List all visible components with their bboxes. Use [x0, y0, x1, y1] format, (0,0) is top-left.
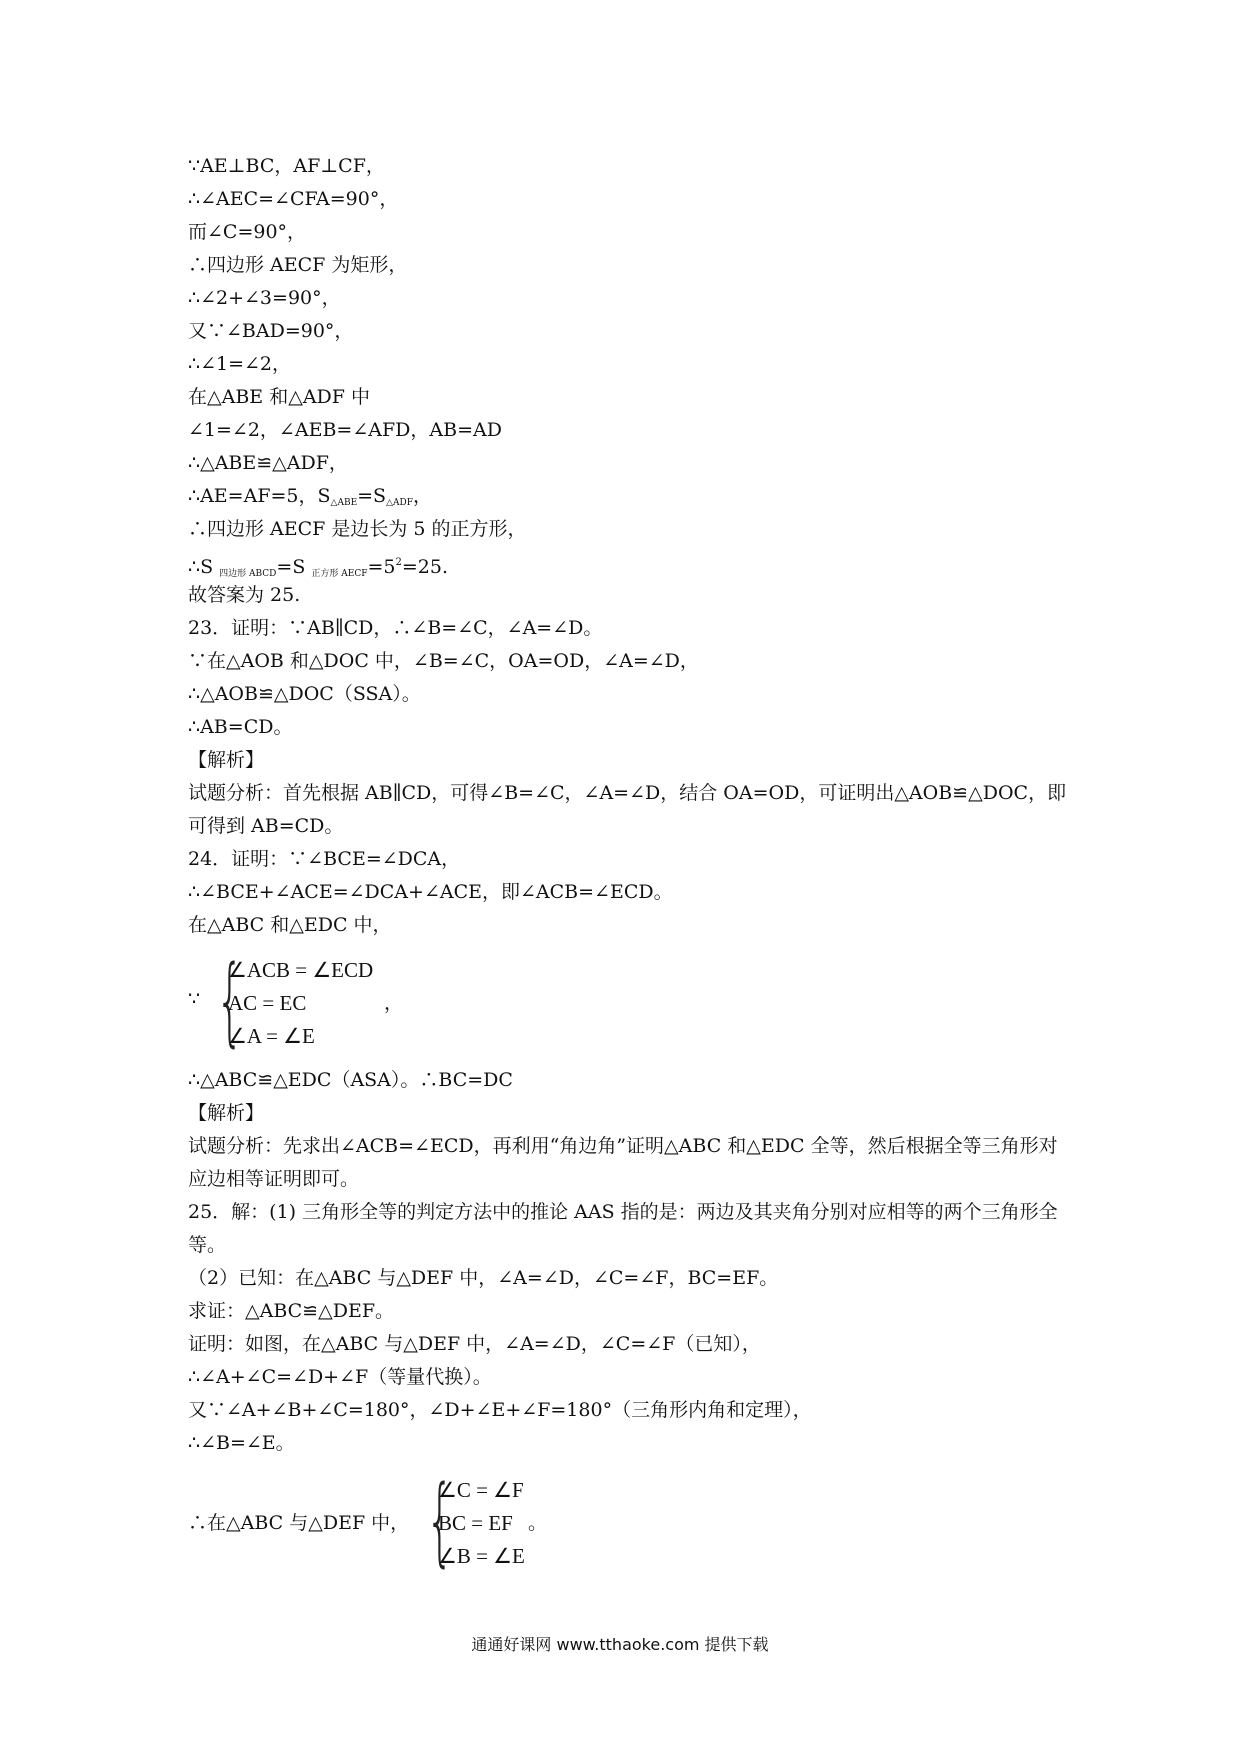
- equation-system: [188, 945, 1068, 1057]
- analysis-paragraph: 试题分析：首先根据 AB∥CD，可得∠B=∠C，∠A=∠D，结合 OA=OD，可证明出△AOB≌△DOC，即可得到 AB=CD。: [188, 782, 1067, 837]
- problem-25-intro: 25．解：(1) 三角形全等的判定方法中的推论 AAS 指的是：两边及其夹角分别对应相等的两个三角形全等。: [188, 1201, 1058, 1256]
- equation-system: [188, 1465, 1068, 1577]
- document-body: [188, 150, 1068, 1576]
- text-line: 求证：△ABC≌△DEF。: [188, 1300, 395, 1322]
- text-line: ∴四边形 AECF 是边长为 5 的正方形，: [188, 518, 527, 540]
- text-line: ∴△ABC≌△EDC（ASA）。∴BC=DC: [188, 1069, 513, 1091]
- equation-rows: [228, 954, 373, 1053]
- area-suffix: ，: [412, 485, 432, 507]
- text-line: ∴∠B=∠E。: [188, 1432, 295, 1454]
- result-subscript-abcd: 四边形 ABCD: [219, 569, 277, 579]
- text-line: ∴∠BCE+∠ACE=∠DCA+∠ACE，即∠ACB=∠ECD。: [188, 881, 673, 903]
- text-line: 在△ABC 和△EDC 中，: [188, 914, 392, 936]
- result-prefix: ∴S: [188, 556, 220, 578]
- result-suffix: =25.: [401, 556, 448, 578]
- equation-lead: ∴在△ABC 与△DEF 中，: [188, 1512, 410, 1534]
- equation-row: BC = EF: [438, 1511, 513, 1535]
- result-eq: =5: [367, 556, 396, 578]
- equation-row: ∠C = ∠F: [438, 1478, 524, 1502]
- text-line: ∴四边形 AECF 为矩形，: [188, 254, 408, 276]
- result-subscript-aecf: 正方形 AECF: [311, 569, 368, 579]
- analysis-paragraph: 试题分析：先求出∠ACB=∠ECD，再利用“角边角”证明△ABC 和△EDC 全等，然后根据全等三角形对应边相等证明即可。: [188, 1135, 1058, 1190]
- equation-row: ∠A = ∠E: [228, 1024, 315, 1048]
- text-line: ∴△ABE≌△ADF，: [188, 452, 348, 474]
- equation-row: ∠ACB = ∠ECD: [228, 958, 374, 982]
- result-superscript: 2: [395, 557, 402, 568]
- text-line: 24．证明：∵∠BCE=∠DCA，: [188, 848, 461, 870]
- text-line: （2）已知：在△ABC 与△DEF 中，∠A=∠D，∠C=∠F，BC=EF。: [188, 1267, 779, 1289]
- text-line: 23．证明：∵AB∥CD，∴∠B=∠C，∠A=∠D。: [188, 617, 603, 639]
- equation-row: AC = EC: [228, 991, 307, 1015]
- text-line: ∴∠1=∠2，: [188, 353, 292, 375]
- left-brace-icon: {: [426, 1465, 454, 1577]
- text-line: ∵AE⊥BC，AF⊥CF，: [188, 155, 385, 177]
- result-mid: =S: [276, 556, 312, 578]
- text-line: ∴∠AEC=∠CFA=90°，: [188, 188, 399, 210]
- text-line: 又∵∠A+∠B+∠C=180°，∠D+∠E+∠F=180°（三角形内角和定理），: [188, 1399, 812, 1421]
- equation-tail: ，: [384, 992, 404, 1014]
- text-line: 又∵∠BAD=90°，: [188, 320, 354, 342]
- text-line: ∴∠2+∠3=90°，: [188, 287, 341, 309]
- area-mid: =S: [357, 485, 387, 507]
- text-line: ∠1=∠2，∠AEB=∠AFD，AB=AD: [188, 419, 502, 441]
- text-line: ∴AB=CD。: [188, 716, 293, 738]
- equation-rows: [438, 1474, 525, 1573]
- page-footer: 通通好课网 www.tthaoke.com 提供下载: [471, 1635, 769, 1654]
- text-line: 而∠C=90°，: [188, 221, 307, 243]
- left-brace-icon: {: [216, 945, 244, 1057]
- equation-tail: 。: [528, 1512, 548, 1534]
- area-subscript-abe: △ABE: [330, 498, 358, 508]
- area-result-line: [188, 546, 1068, 579]
- area-subscript-adf: △ADF: [386, 498, 413, 508]
- text-line: 在△ABE 和△ADF 中: [188, 386, 370, 408]
- area-prefix: ∴AE=AF=5，S: [188, 485, 331, 507]
- area-equality-line: [188, 480, 1068, 513]
- equation-row: ∠B = ∠E: [438, 1544, 525, 1568]
- section-heading: 【解析】: [188, 1102, 265, 1124]
- text-line: 故答案为 25.: [188, 584, 301, 606]
- text-line: ∵在△AOB 和△DOC 中，∠B=∠C，OA=OD，∠A=∠D，: [188, 650, 699, 672]
- text-line: ∴∠A+∠C=∠D+∠F（等量代换）。: [188, 1366, 492, 1388]
- text-line: 证明：如图，在△ABC 与△DEF 中，∠A=∠D，∠C=∠F（已知），: [188, 1333, 761, 1355]
- text-line: ∴△AOB≌△DOC（SSA）。: [188, 683, 421, 705]
- section-heading: 【解析】: [188, 749, 265, 771]
- because-symbol: ∵: [188, 988, 201, 1010]
